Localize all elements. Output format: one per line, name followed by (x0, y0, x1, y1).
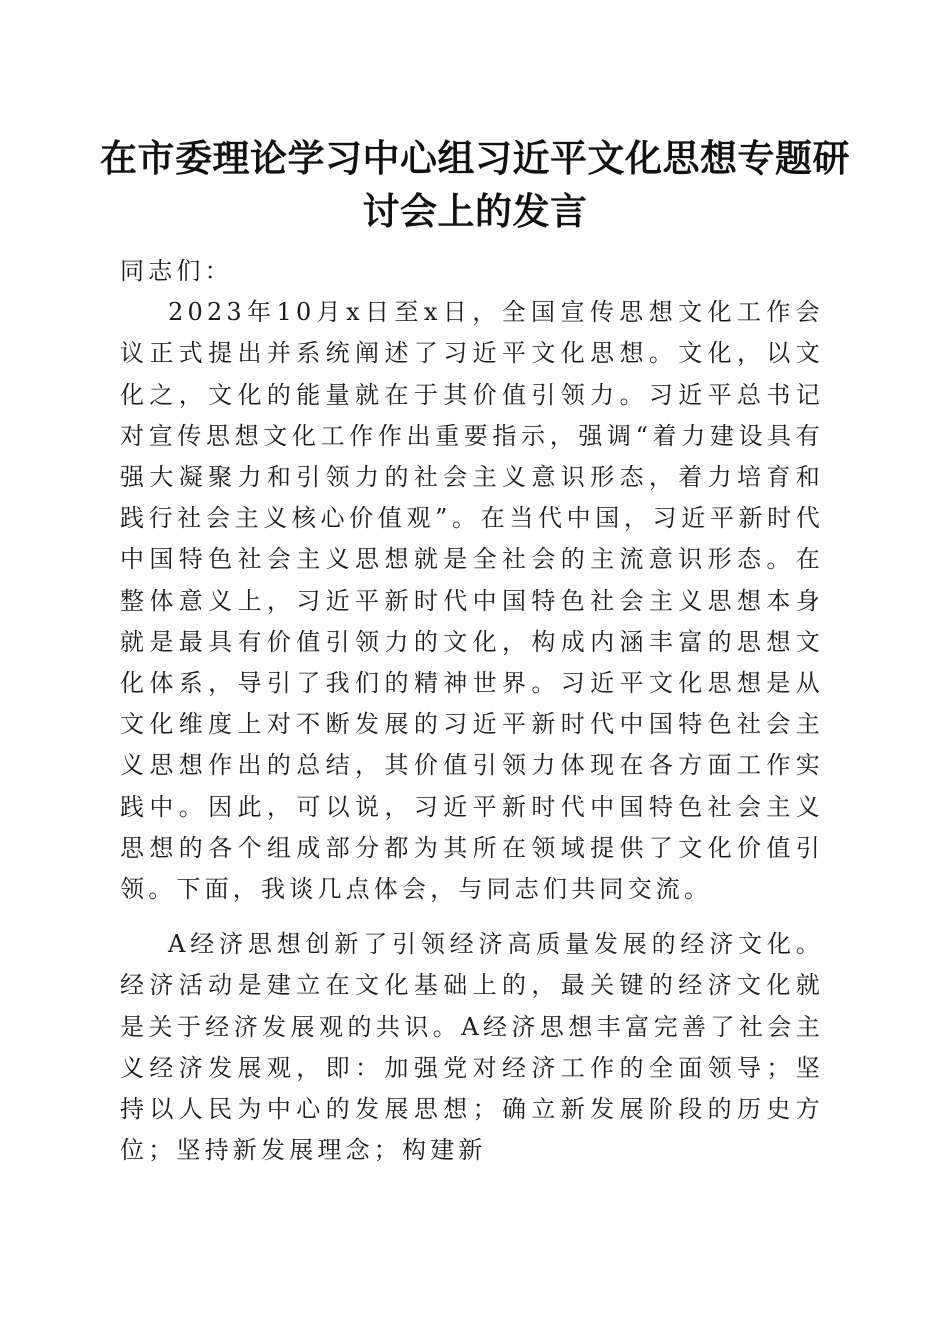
document-body (120, 251, 824, 1171)
salutation: 同志们： (120, 257, 233, 285)
paragraph-economic-thought: A经济思想创新了引领经济高质量发展的经济文化。经济活动是建立在文化基础上的，最关键的经济文化就是关于经济发展观的共识。A经济思想丰富完善了社会主义经济发展观，即：加强党对经济工作的全面领导；坚持以人民为中心的发展思想；确立新发展阶段的历史方位；坚持新发展理念；构建新 (120, 930, 824, 1165)
paragraph-intro: 2023年10月x日至x日，全国宣传思想文化工作会议正式提出并系统阐述了习近平文化思想。文化，以文化之，文化的能量就在于其价值引领力。习近平总书记对宣传思想文化工作作出重要指示，强调“着力建设具有强大凝聚力和引领力的社会主义意识形态，着力培育和践行社会主义核心价值观”。在当代中国，习近平新时代中国特色社会主义思想就是全社会的主流意识形态。在整体意义上，习近平新时代中国特色社会主义思想本身就是最具有价值引领力的文化，构成内涵丰富的思想文化体系，导引了我们的精神世界。习近平文化思想是从文化维度上对不断发展的习近平新时代中国特色社会主义思想作出的总结，其价值引领力体现在各方面工作实践中。因此，可以说，习近平新时代中国特色社会主义思想的各个组成部分都为其所在领域提供了文化价值引领。下面，我谈几点体会，与同志们共同交流。 (120, 298, 824, 904)
document-title: 在市委理论学习中心组习近平文化思想专题研讨会上的发言 (100, 136, 850, 233)
